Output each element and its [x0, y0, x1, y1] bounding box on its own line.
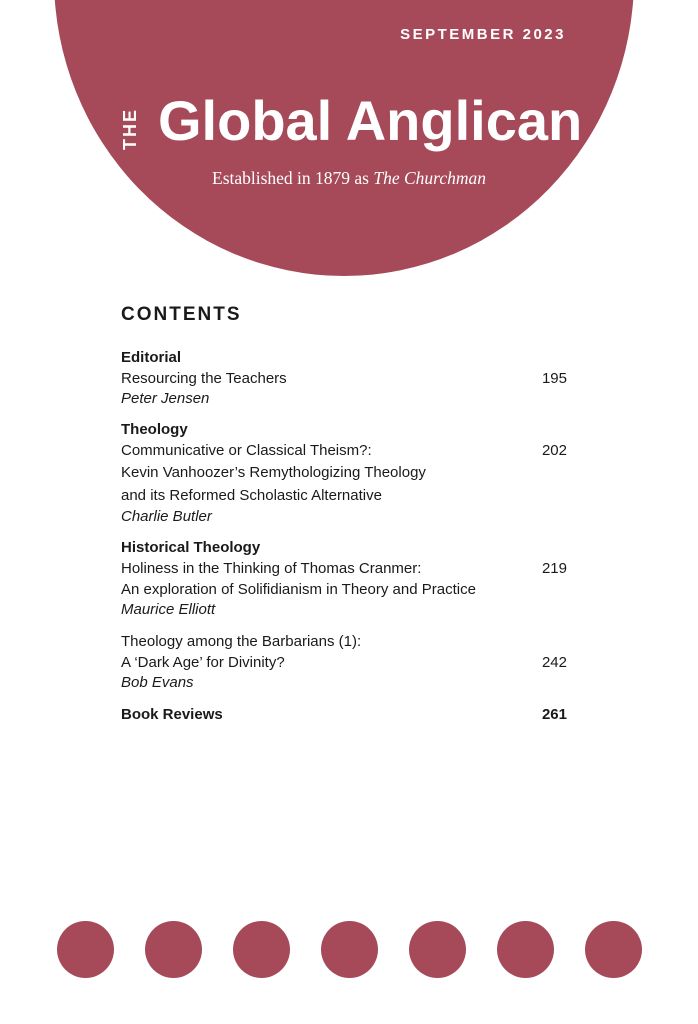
- toc-section-historical-theology: [121, 538, 567, 620]
- toc-entry-book-reviews[interactable]: [121, 704, 567, 725]
- decorative-dot: [57, 921, 114, 978]
- decorative-dot: [409, 921, 466, 978]
- author: Peter Jensen: [121, 390, 210, 407]
- decorative-dot: [497, 921, 554, 978]
- page-number: 219: [541, 560, 567, 577]
- author: Charlie Butler: [121, 508, 212, 525]
- decorative-dots: [57, 921, 642, 978]
- toc-entry[interactable]: [121, 558, 567, 579]
- toc-section-theology: [121, 420, 567, 527]
- issue-date: SEPTEMBER 2023: [400, 26, 566, 43]
- section-heading: Historical Theology: [121, 539, 261, 556]
- toc-entry[interactable]: [121, 368, 567, 389]
- decorative-dot: [321, 921, 378, 978]
- decorative-dot: [145, 921, 202, 978]
- toc-entry[interactable]: [121, 440, 567, 461]
- toc-section-editorial: [121, 348, 567, 409]
- toc-entry-line: [121, 631, 567, 652]
- toc-entry-line: [121, 579, 567, 600]
- page-number: 261: [541, 706, 567, 723]
- page-number: 202: [541, 442, 567, 459]
- journal-title: Global Anglican: [158, 89, 583, 152]
- entry-title: An exploration of Solifidianism in Theory and Practice: [121, 581, 476, 598]
- author: Bob Evans: [121, 674, 194, 691]
- page-number: 242: [541, 654, 567, 671]
- decorative-dot: [233, 921, 290, 978]
- entry-title: Resourcing the Teachers: [121, 370, 287, 387]
- journal-subtitle: [0, 168, 698, 189]
- page-number: 195: [541, 370, 567, 387]
- table-of-contents: [121, 348, 567, 725]
- contents-heading: CONTENTS: [121, 304, 242, 325]
- decorative-dot: [585, 921, 642, 978]
- subtitle-italic: The Churchman: [373, 168, 486, 188]
- entry-title: Holiness in the Thinking of Thomas Cranmer:: [121, 560, 422, 577]
- entry-title: and its Reformed Scholastic Alternative: [121, 487, 382, 504]
- entry-title: Book Reviews: [121, 706, 223, 723]
- section-heading: Theology: [121, 421, 188, 438]
- entry-title: Communicative or Classical Theism?:: [121, 442, 372, 459]
- author: Maurice Elliott: [121, 601, 216, 618]
- section-heading: Editorial: [121, 349, 182, 366]
- entry-title: A ‘Dark Age’ for Divinity?: [121, 654, 285, 671]
- entry-title: Theology among the Barbarians (1):: [121, 633, 362, 650]
- toc-entry-line: [121, 461, 567, 484]
- toc-entry[interactable]: [121, 652, 567, 673]
- subtitle-text: Established in 1879 as: [212, 168, 374, 188]
- toc-entry-line: [121, 484, 567, 507]
- entry-title: Kevin Vanhoozer’s Remythologizing Theology: [121, 464, 426, 481]
- title-prefix: THE: [120, 108, 140, 150]
- toc-section-barbarians: [121, 631, 567, 693]
